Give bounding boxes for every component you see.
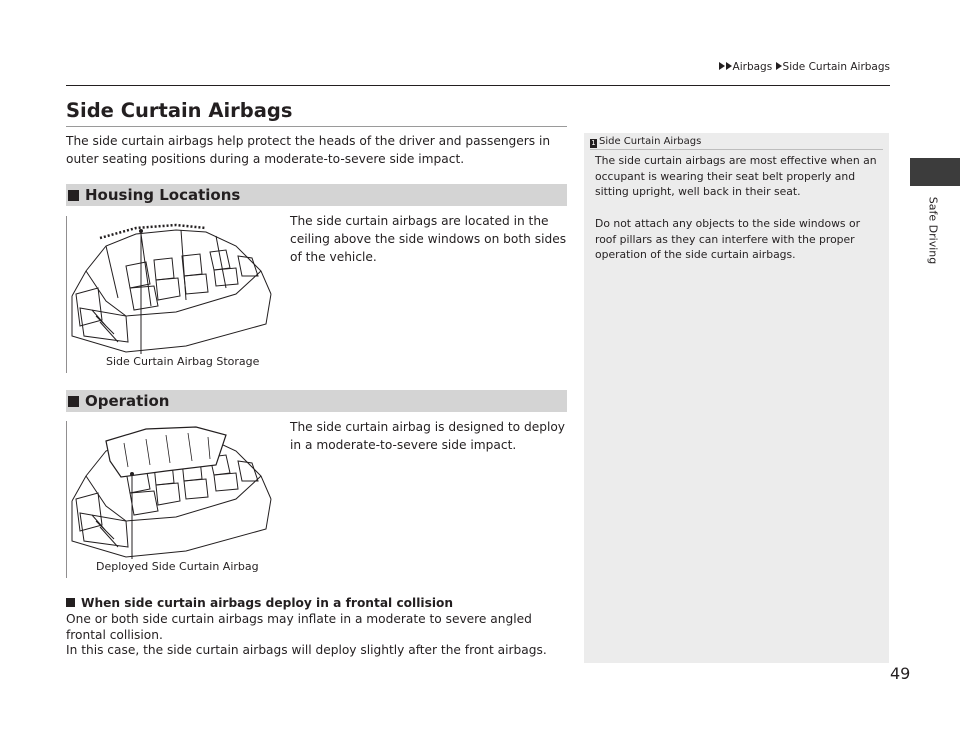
vehicle-interior-illustration: [66, 216, 274, 373]
housing-text: The side curtain airbags are located in the ceiling above the side windows on both sides of the vehicle.: [290, 214, 567, 264]
section-tab[interactable]: [910, 158, 960, 186]
frontal-collision-text: [66, 612, 571, 659]
note-title: Side Curtain Airbags: [599, 136, 702, 147]
housing-heading-text: Housing Locations: [85, 186, 241, 204]
section-tab-label: Safe Driving: [926, 196, 940, 265]
note-paragraph-1: The side curtain airbags are most effective when an occupant is wearing their seat belt properly and sitting upright, well back in their seat.: [595, 154, 877, 198]
square-bullet-icon: [68, 396, 79, 407]
operation-text: The side curtain airbag is designed to deploy in a moderate-to-severe side impact.: [290, 420, 566, 452]
frontal-heading-text: When side curtain airbags deploy in a frontal collision: [81, 596, 454, 610]
note-paragraph-2: Do not attach any objects to the side windows or roof pillars as they can interfere with the proper operation of the side curtain airbags.: [595, 217, 861, 261]
deployed-airbag-illustration: [66, 421, 274, 578]
frontal-line-1: One or both side curtain airbags may inflate in a moderate to severe angled frontal collision.: [66, 612, 532, 642]
page-title: Side Curtain Airbags: [66, 99, 293, 122]
frontal-line-2: In this case, the side curtain airbags will deploy slightly after the front airbags.: [66, 643, 547, 657]
page-number: 49: [890, 664, 911, 683]
triangle-right-icon: [776, 62, 782, 70]
operation-figure-caption: Deployed Side Curtain Airbag: [96, 560, 259, 573]
triangle-right-icon: [726, 62, 732, 70]
operation-figure: [66, 421, 274, 578]
operation-heading: [66, 390, 567, 412]
note-panel: [584, 133, 889, 663]
breadcrumb-side-curtain-airbags[interactable]: Side Curtain Airbags: [782, 61, 890, 73]
breadcrumb: [700, 61, 890, 73]
housing-figure: [66, 216, 274, 373]
triangle-right-icon: [719, 62, 725, 70]
breadcrumb-airbags[interactable]: Airbags: [732, 61, 773, 73]
note-heading: [590, 136, 701, 148]
square-bullet-icon: [68, 190, 79, 201]
housing-figure-caption: Side Curtain Airbag Storage: [106, 355, 260, 368]
square-bullet-icon: [66, 598, 75, 607]
note-rule: [590, 149, 883, 150]
frontal-collision-heading: [66, 596, 453, 610]
intro-text: The side curtain airbags help protect the heads of the driver and passengers in outer seating positions during a moderate-to-severe side impact.: [66, 134, 551, 166]
title-rule: [66, 126, 567, 127]
note-badge-icon: 1: [591, 139, 596, 147]
header-rule: [66, 85, 890, 86]
housing-locations-heading: [66, 184, 567, 206]
operation-heading-text: Operation: [85, 392, 170, 410]
